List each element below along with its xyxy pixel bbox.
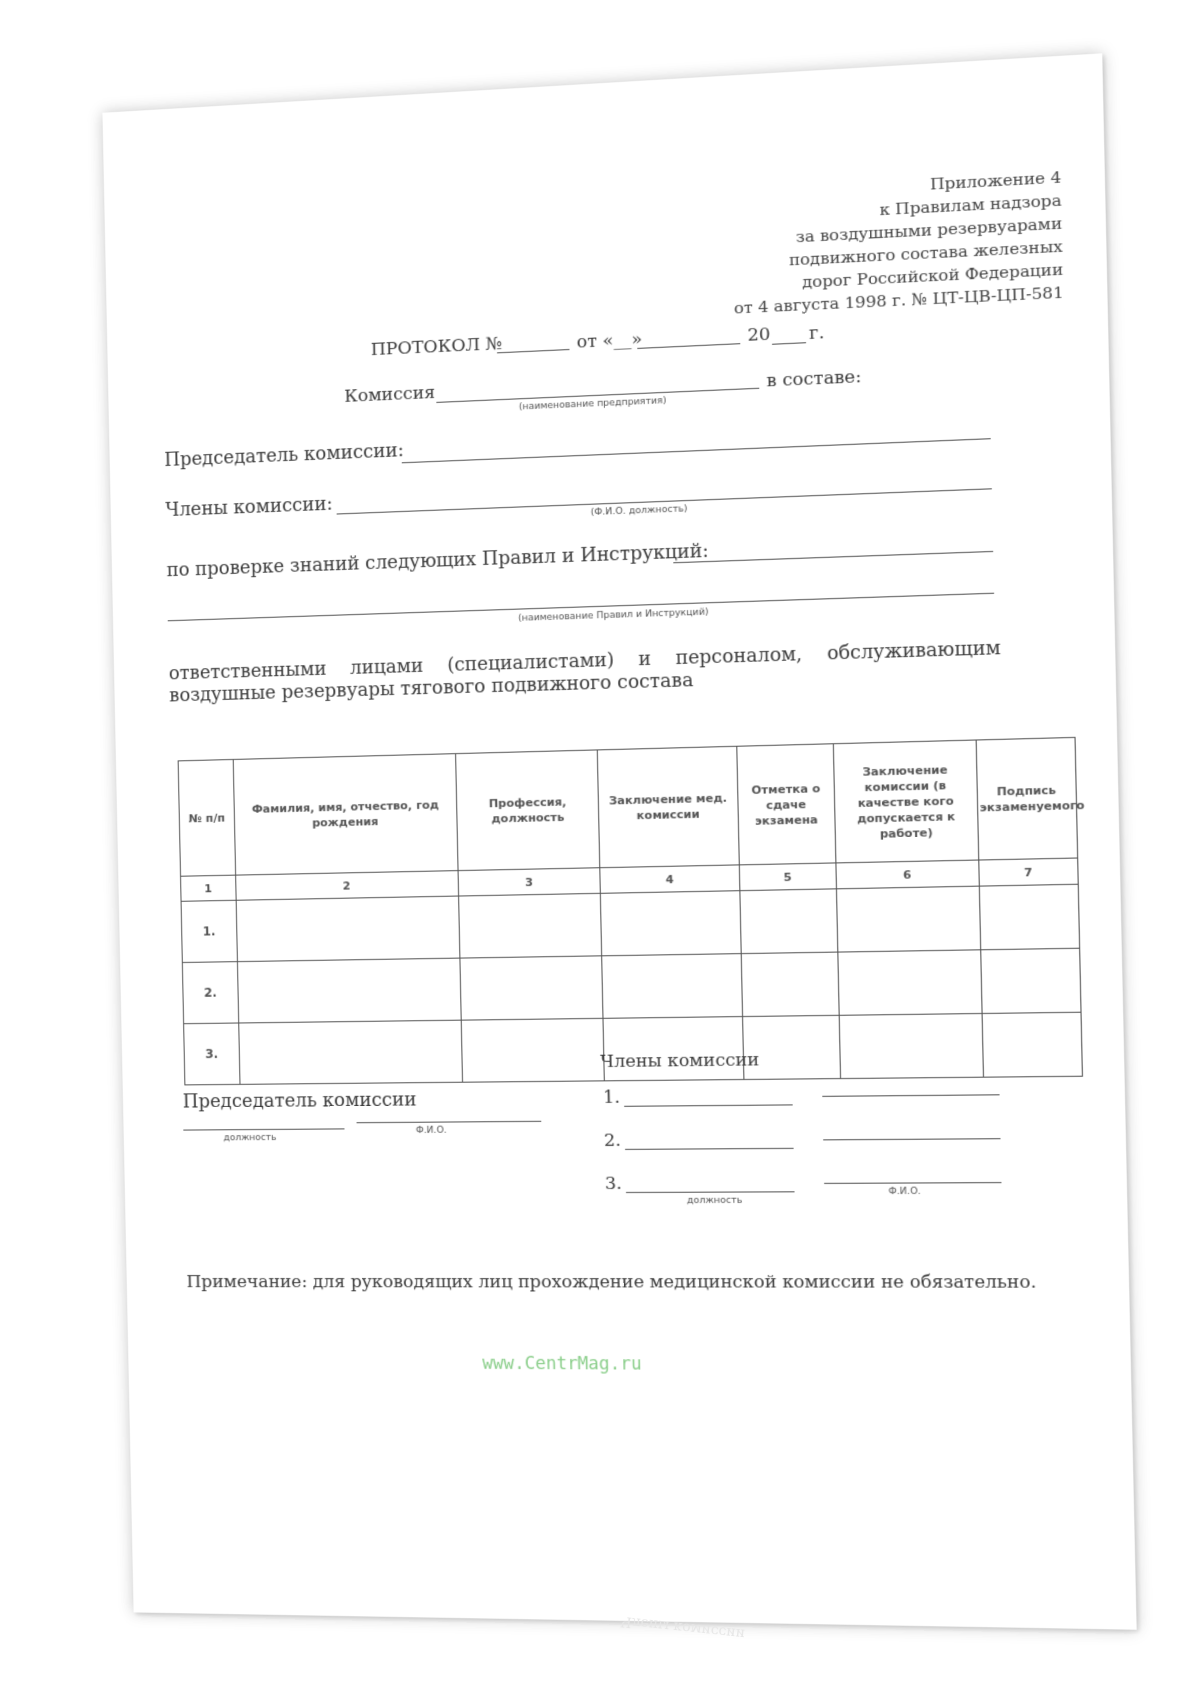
appendix-line: к Правилам надзора	[879, 190, 1062, 220]
chairman-label: Председатель комиссии:	[164, 439, 405, 472]
table-row	[182, 948, 1081, 1023]
name-cell[interactable]	[236, 896, 460, 962]
appendix-line: дорог Российской Федерации	[801, 260, 1064, 292]
appendix-line: Приложение 4	[929, 167, 1062, 194]
member-number: 1.	[602, 1087, 621, 1109]
rules-caption: (наименование Правил и Инструкций)	[518, 607, 709, 624]
rules-field	[673, 551, 993, 563]
profession-cell[interactable]	[461, 1018, 604, 1082]
col-header-conclusion: Заключение комиссии (в качестве кого допускается к работе)	[833, 740, 978, 863]
column-number: 7	[978, 858, 1078, 886]
sheet-reflection: Члены комиссии	[620, 1612, 746, 1642]
member-number: 3.	[604, 1173, 623, 1195]
medical-cell[interactable]	[602, 954, 742, 1019]
commission-label: Комиссия	[344, 382, 436, 407]
rules-label: по проверке знаний следующих Правил и Инструкций:	[166, 540, 709, 582]
chairman-signature-label: Председатель комиссии	[182, 1089, 417, 1113]
member-position-field	[625, 1148, 794, 1150]
table-row	[184, 1012, 1083, 1085]
col-header-medical: Заключение мед. комиссии	[597, 746, 739, 867]
member-position-caption: должность	[686, 1195, 743, 1207]
watermark-link[interactable]: www.CentrMag.ru	[482, 1353, 642, 1375]
conclusion-cell[interactable]	[837, 886, 981, 952]
col-header-exam-mark: Отметка о сдаче экзамена	[736, 744, 836, 865]
row-index: 2.	[182, 962, 238, 1024]
protocol-year-prefix: 20	[747, 324, 771, 346]
row-index: 3.	[184, 1023, 240, 1085]
medical-cell[interactable]	[601, 891, 741, 956]
member-fio-field	[823, 1138, 1000, 1140]
members-label: Члены комиссии:	[165, 493, 333, 522]
appendix-line: за воздушными резервуарами	[795, 214, 1063, 247]
member-fio-field	[824, 1182, 1001, 1184]
protocol-number-field	[497, 349, 569, 353]
signature-cell[interactable]	[980, 948, 1081, 1013]
member-position-field	[626, 1191, 795, 1193]
protocol-from: от «__»	[576, 329, 643, 353]
profession-cell[interactable]	[459, 893, 602, 958]
member-number: 2.	[603, 1130, 622, 1152]
col-header-number: № п/п	[178, 759, 235, 876]
protocol-year-field	[772, 342, 806, 345]
protocol-month-field	[637, 343, 740, 349]
commission-caption: (наименование предприятия)	[518, 395, 667, 413]
commission-composition: в составе:	[766, 366, 862, 392]
chairman-position-field	[183, 1128, 344, 1130]
protocol-title: ПРОТОКОЛ №	[370, 333, 503, 361]
document-sheet	[102, 53, 1136, 1629]
members-caption: (Ф.И.О. должность)	[590, 504, 688, 519]
profession-cell[interactable]	[460, 956, 603, 1020]
name-cell[interactable]	[239, 1020, 463, 1084]
chairman-field	[402, 438, 991, 463]
responsible-paragraph: ответственными лицами (специалистами) и персоналом, обслуживающим воздушные резервуары тягового подвижного состава	[168, 637, 1001, 707]
column-number: 1	[181, 875, 236, 901]
col-header-signature: Подпись экзаменуемого	[976, 737, 1078, 860]
member-fio-field	[822, 1094, 999, 1097]
col-header-name: Фамилия, имя, отчество, год рождения	[233, 754, 458, 875]
signature-cell[interactable]	[982, 1012, 1083, 1077]
member-position-field	[624, 1104, 793, 1106]
protocol-year-suffix: г.	[808, 322, 825, 345]
chairman-fio-caption: Ф.И.О.	[415, 1125, 447, 1136]
member-fio-caption: Ф.И.О.	[888, 1186, 921, 1198]
conclusion-cell[interactable]	[839, 1013, 983, 1078]
exam-table	[178, 737, 1083, 1086]
chairman-fio-field	[357, 1121, 542, 1123]
note-text: Примечание: для руководящих лиц прохождение медицинской комиссии не обязательно.	[186, 1271, 1037, 1293]
appendix-line: подвижного состава железных	[788, 237, 1063, 270]
column-number: 6	[836, 860, 979, 889]
exam-mark-cell[interactable]	[741, 952, 839, 1016]
appendix-line: от 4 августа 1998 г. № ЦТ-ЦВ-ЦП-581	[733, 283, 1064, 318]
exam-mark-cell[interactable]	[740, 889, 838, 954]
column-number: 5	[739, 863, 837, 891]
name-cell[interactable]	[237, 958, 461, 1023]
appendix-block	[731, 166, 1064, 320]
chairman-position-caption: должность	[223, 1132, 277, 1144]
column-number: 4	[600, 865, 740, 893]
signature-cell[interactable]	[979, 884, 1080, 950]
members-signature-label: Члены комиссии	[600, 1049, 760, 1073]
conclusion-cell[interactable]	[838, 950, 982, 1016]
row-index: 1.	[181, 900, 237, 962]
column-number: 2	[235, 871, 458, 901]
column-number: 3	[458, 868, 600, 896]
col-header-profession: Профессия, должность	[456, 750, 600, 871]
